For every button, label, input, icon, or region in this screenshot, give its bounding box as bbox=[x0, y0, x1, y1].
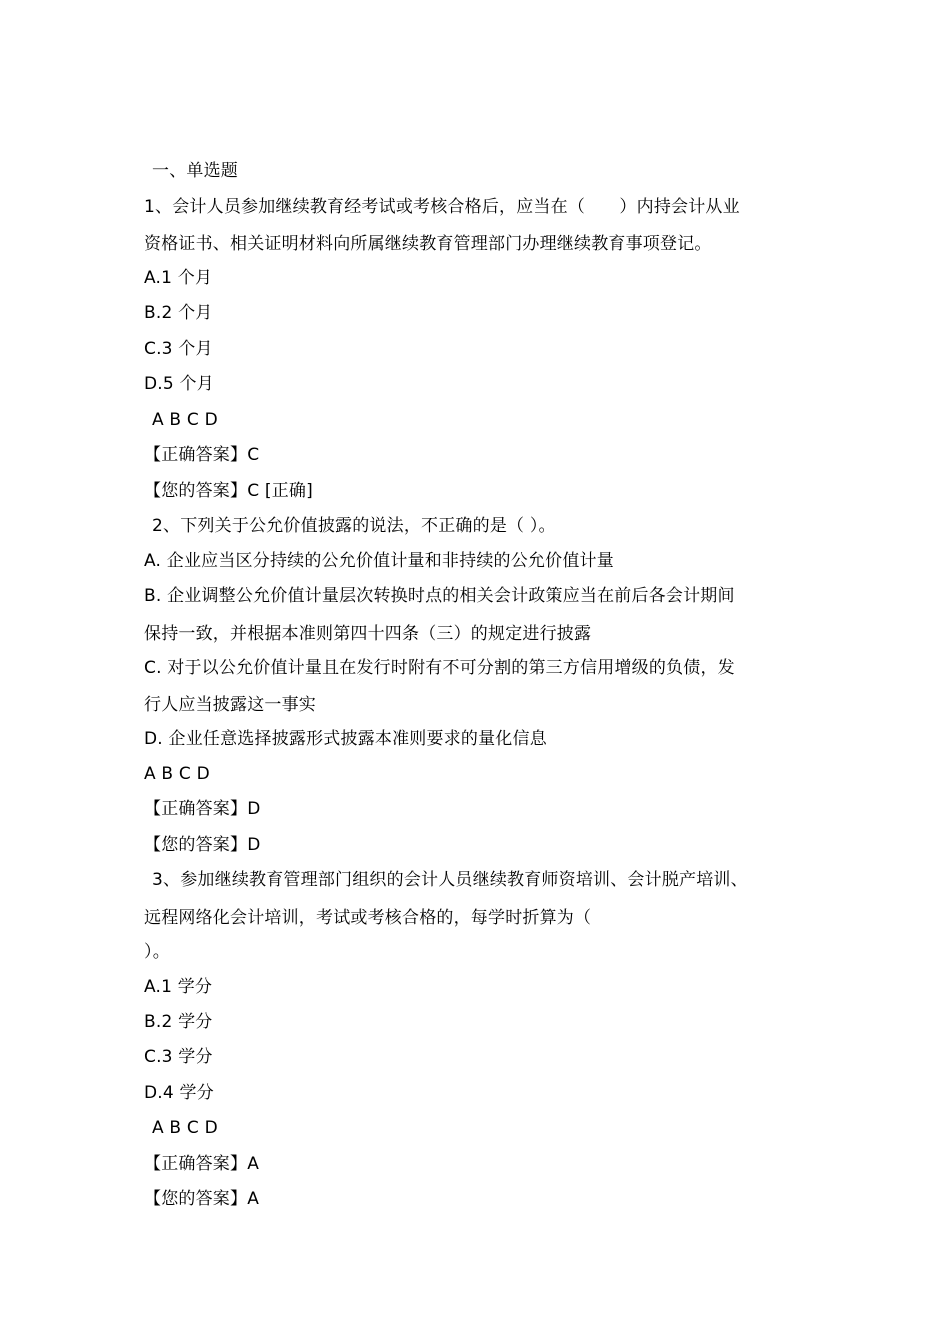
question-2-option-c: C. 对于以公允价值计量且在发行时附有不可分割的第三方信用增级的负债，发 bbox=[144, 658, 735, 678]
question-3-correct-answer: 【正确答案】A bbox=[144, 1154, 260, 1174]
question-3-stem-line-3: ）。 bbox=[144, 942, 170, 962]
question-1-option-c: C.3 个月 bbox=[144, 339, 213, 359]
question-1-stem-line-2: 资格证书、相关证明材料向所属继续教育管理部门办理继续教育事项登记。 bbox=[144, 234, 712, 254]
question-3-option-c: C.3 学分 bbox=[144, 1047, 213, 1067]
question-3-choice-row: A B C D bbox=[152, 1118, 218, 1138]
question-1-choice-row: A B C D bbox=[152, 410, 218, 430]
question-2-stem-line-1: 2、下列关于公允价值披露的说法，不正确的是（ ）。 bbox=[152, 516, 556, 536]
question-2-option-d: D. 企业任意选择披露形式披露本准则要求的量化信息 bbox=[144, 729, 547, 749]
question-3-option-a: A.1 学分 bbox=[144, 977, 213, 997]
question-1-option-a: A.1 个月 bbox=[144, 268, 213, 288]
question-1-your-answer: 【您的答案】C [正确] bbox=[144, 481, 313, 501]
question-3-option-d: D.4 学分 bbox=[144, 1083, 214, 1103]
question-3-your-answer: 【您的答案】A bbox=[144, 1189, 260, 1209]
question-2-option-b: B. 企业调整公允价值计量层次转换时点的相关会计政策应当在前后各会计期间 bbox=[144, 586, 735, 606]
section-title: 一、单选题 bbox=[152, 161, 238, 181]
question-3-option-b: B.2 学分 bbox=[144, 1012, 213, 1032]
question-2-option-c-cont: 行人应当披露这一事实 bbox=[144, 695, 316, 715]
question-1-option-b: B.2 个月 bbox=[144, 303, 213, 323]
question-3-stem-line-1: 3、参加继续教育管理部门组织的会计人员继续教育师资培训、会计脱产培训、 bbox=[152, 870, 748, 890]
question-2-choice-row: A B C D bbox=[144, 764, 210, 784]
question-1-correct-answer: 【正确答案】C bbox=[144, 445, 260, 465]
question-1-stem-line-1: 1、会计人员参加继续教育经考试或考核合格后，应当在（ ）内持会计从业 bbox=[144, 197, 740, 217]
question-2-correct-answer: 【正确答案】D bbox=[144, 799, 261, 819]
question-2-option-a: A. 企业应当区分持续的公允价值计量和非持续的公允价值计量 bbox=[144, 551, 614, 571]
question-3-stem-line-2: 远程网络化会计培训，考试或考核合格的，每学时折算为（ bbox=[144, 908, 592, 928]
question-2-option-b-cont: 保持一致，并根据本准则第四十四条（三）的规定进行披露 bbox=[144, 624, 592, 644]
question-2-your-answer: 【您的答案】D bbox=[144, 835, 261, 855]
question-1-option-d: D.5 个月 bbox=[144, 374, 214, 394]
